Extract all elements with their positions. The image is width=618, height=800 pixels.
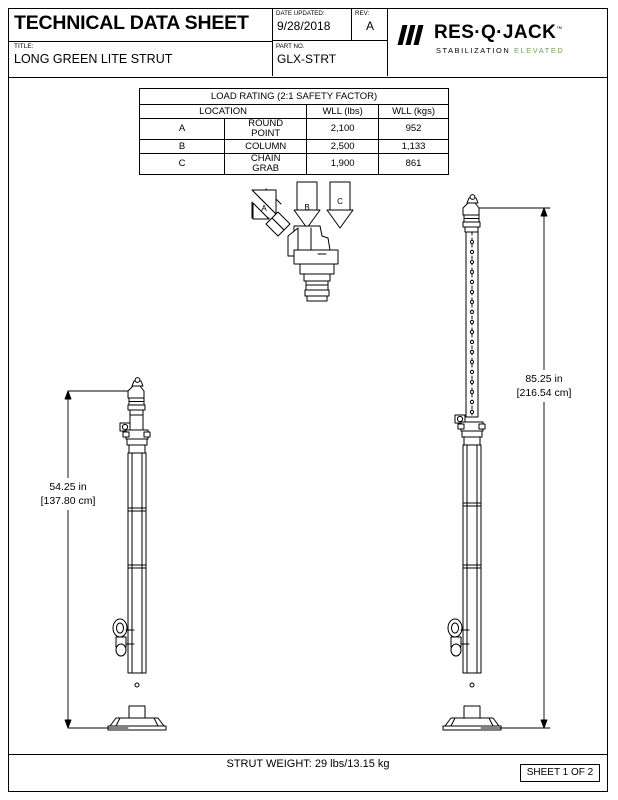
- column-header-wll-lbs: WLL (lbs): [307, 105, 379, 119]
- logo-bars-icon: [400, 25, 430, 45]
- column-header-wll-kgs: WLL (kgs): [379, 105, 449, 119]
- title-field-label: TITLE:: [14, 43, 34, 50]
- part-number-label: PART NO.: [276, 43, 305, 50]
- title-block-right: [388, 8, 608, 76]
- cell-location: C: [140, 154, 225, 175]
- logo-tagline: [436, 46, 564, 55]
- part-number-value: GLX-STRT: [277, 52, 337, 66]
- logo-trademark: ™: [556, 26, 563, 33]
- head-detail-drawing: [252, 182, 353, 301]
- cell-location: B: [140, 140, 225, 154]
- callout-label-b: B: [304, 203, 310, 212]
- title-block-divider: [8, 41, 273, 42]
- cell-wll-kgs: 952: [379, 119, 449, 140]
- footer-divider: [8, 754, 608, 755]
- drawing-area: [8, 78, 608, 754]
- title-field-value: LONG GREEN LITE STRUT: [14, 52, 173, 66]
- collapsed-length-in: 54.25 in: [49, 481, 87, 493]
- cell-wll-lbs: 2,500: [307, 140, 379, 154]
- extended-length-in: 85.25 in: [525, 373, 563, 385]
- revision-cell: [352, 8, 388, 41]
- logo-wordmark: [434, 22, 563, 44]
- cell-name: COLUMN: [225, 140, 307, 154]
- logo-tagline-1: STABILIZATION: [436, 46, 511, 55]
- extended-dimension: [479, 208, 584, 728]
- sheet-number: SHEET 1 OF 2: [520, 764, 600, 782]
- title-block-middle: [273, 8, 388, 76]
- part-number-cell: [273, 41, 388, 76]
- collapsed-dimension: [32, 391, 128, 728]
- title-block-left: [8, 8, 273, 76]
- column-header-location: LOCATION: [140, 105, 307, 119]
- callout-arrow-c: [327, 182, 353, 228]
- date-updated-label: DATE UPDATED:: [276, 10, 325, 17]
- title-block: [8, 8, 608, 78]
- strut-head-detail: [266, 212, 338, 301]
- cell-wll-lbs: 2,100: [307, 119, 379, 140]
- document-title: TECHNICAL DATA SHEET: [14, 12, 249, 34]
- cell-name-line1: ROUND: [248, 118, 284, 129]
- strut-weight: STRUT WEIGHT: 29 lbs/13.15 kg: [226, 758, 390, 770]
- load-rating-caption: LOAD RATING (2:1 SAFETY FACTOR): [140, 89, 449, 105]
- cell-location: A: [140, 119, 225, 140]
- cell-wll-lbs: 1,900: [307, 154, 379, 175]
- revision-value: A: [365, 19, 374, 33]
- collapsed-strut-drawing: [108, 378, 166, 730]
- callout-arrow-b: [294, 182, 320, 228]
- cell-name-line2: POINT: [251, 128, 281, 139]
- callout-label-c: C: [337, 197, 343, 206]
- extended-strut-drawing: [443, 195, 501, 730]
- res-q-jack-logo: [400, 22, 596, 62]
- extended-length-cm: [216.54 cm]: [516, 387, 572, 399]
- logo-tagline-2: ELEVATED: [513, 46, 565, 55]
- logo-name: RES·Q·JACK: [434, 22, 557, 43]
- callout-label-a: A: [261, 204, 267, 213]
- cell-wll-kgs: 1,133: [379, 140, 449, 154]
- cell-name-line1: CHAIN: [250, 153, 281, 164]
- cell-wll-kgs: 861: [379, 154, 449, 175]
- date-updated-value: 9/28/2018: [277, 19, 331, 33]
- cell-name-line2: GRAB: [252, 163, 280, 174]
- revision-label: REV:: [355, 10, 370, 17]
- collapsed-length-cm: [137.80 cm]: [40, 495, 96, 507]
- date-updated-cell: [273, 8, 352, 41]
